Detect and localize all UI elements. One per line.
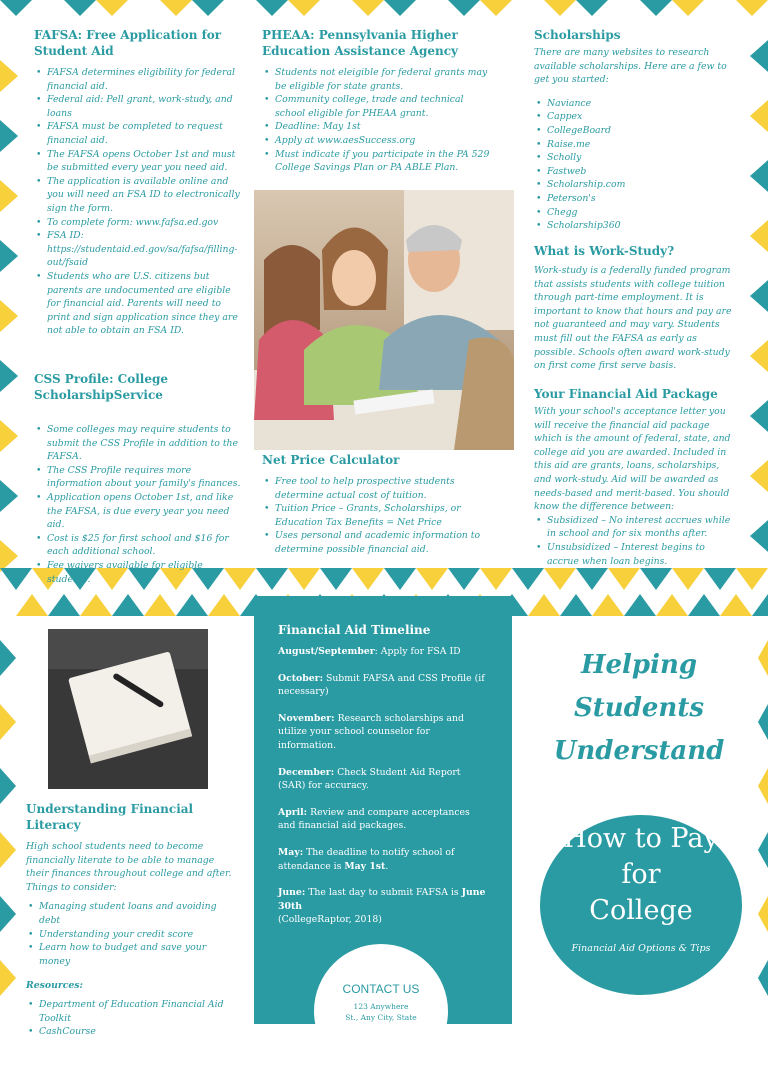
css-profile-item: • The CSS Profile requires more information about your family's finances.: [34, 464, 244, 491]
timeline-panel: [254, 596, 512, 1024]
css-profile-item: • Application opens October 1st, and like the FAFSA, is due every year you need aid.: [34, 491, 244, 532]
resource-item: • CashCourse: [26, 1025, 236, 1039]
scholarship-site-item: • Raise.me: [534, 138, 734, 152]
css-profile-item: • Some colleges may require students to submit the CSS Profile in addition to the FAFSA.: [34, 423, 244, 464]
pheaa-item: • Community college, trade and technical school eligible for PHEAA grant.: [262, 93, 492, 120]
scholarship-site-item: • Peterson's: [534, 192, 734, 206]
scholarships-title: Scholarships: [534, 28, 621, 42]
pattern-triangle: [320, 568, 352, 590]
family-photo: [254, 190, 514, 450]
timeline-title: Financial Aid Timeline: [278, 623, 431, 637]
literacy-item: • Understanding your credit score: [26, 928, 236, 942]
literacy-item: • Managing student loans and avoiding debt: [26, 900, 236, 927]
css-profile-section: [34, 371, 244, 586]
fafsa-title: FAFSA: Free Application for Student Aid: [34, 28, 222, 58]
pattern-triangle: [80, 594, 112, 616]
pattern-triangle: [758, 704, 768, 740]
fafsa-item: • FAFSA determines eligibility for federal financial aid.: [34, 66, 242, 93]
pattern-triangle: [0, 120, 18, 152]
literacy-title: Understanding Financial Literacy: [26, 802, 194, 832]
timeline-aug: August/September: Apply for FSA ID: [278, 646, 461, 657]
pattern-triangle: [0, 896, 16, 932]
pattern-triangle: [0, 180, 18, 212]
cover-subtitle: Financial Aid Options & Tips: [571, 943, 711, 954]
aid-type-item: • Unsubsidized – Interest begins to accrue when loan begins.: [534, 541, 734, 568]
pattern-triangle: [160, 0, 192, 16]
fafsa-item: • FAFSA must be completed to request financial aid.: [34, 120, 242, 147]
contact-address-2: St., Any City, State: [345, 1013, 417, 1022]
pattern-triangle: [720, 594, 752, 616]
cover-title-1: How to Pay: [563, 823, 719, 854]
cover-line-1: Helping: [580, 650, 698, 680]
pattern-triangle: [64, 0, 96, 16]
literacy-list: [26, 900, 236, 968]
work-study-text: Work-study is a federally funded program that assists students with college tuition through part-time employment. It is important to know that hours and pay are not guaranteed and may vary. Students must fill out the FAFSA as early as possible. Schools often award work-study on first come first serve basis.: [534, 265, 732, 372]
pattern-triangle: [758, 832, 768, 868]
pattern-triangle: [750, 460, 768, 492]
pattern-triangle: [736, 0, 768, 16]
pattern-triangle: [480, 0, 512, 16]
pattern-triangle: [480, 568, 512, 590]
pattern-triangle: [758, 896, 768, 932]
scholarship-site-item: • Scholarship360: [534, 219, 734, 233]
pattern-triangle: [544, 0, 576, 16]
pattern-triangle: [624, 594, 656, 616]
fafsa-item: • To complete form: www.fafsa.ed.gov: [34, 216, 242, 230]
pattern-triangle: [576, 568, 608, 590]
pattern-triangle: [0, 640, 16, 676]
scholarships-list: [534, 97, 734, 233]
net-price-list: [262, 475, 492, 557]
pheaa-item: • Must indicate if you participate in the PA 529 College Savings Plan or PA ABLE Plan.: [262, 148, 492, 175]
pattern-triangle: [560, 594, 592, 616]
pattern-triangle: [48, 594, 80, 616]
pattern-triangle: [16, 594, 48, 616]
pattern-triangle: [0, 60, 18, 92]
css-profile-item: • Cost is $25 for first school and $16 for each additional school.: [34, 532, 244, 559]
scholarship-site-item: • Fastweb: [534, 165, 734, 179]
net-price-item: • Uses personal and academic information to determine possible financial aid.: [262, 529, 492, 556]
pattern-triangle: [96, 0, 128, 16]
net-price-title: Net Price Calculator: [262, 453, 400, 467]
cover-title-2: for: [621, 859, 661, 890]
pattern-triangle: [750, 400, 768, 432]
contact-circle: [314, 944, 448, 1078]
aid-package-section: [534, 386, 734, 568]
fafsa-item: • The FAFSA opens October 1st and must be submitted every year you need aid.: [34, 148, 242, 175]
pattern-triangle: [112, 594, 144, 616]
contact-address-1: 123 Anywhere: [353, 1002, 409, 1011]
timeline-content: [278, 622, 488, 927]
pattern-triangle: [750, 160, 768, 192]
cover-title-3: College: [589, 895, 693, 926]
timeline-apr: April: Review and compare acceptances and financial aid packages.: [278, 806, 470, 832]
pheaa-section: [262, 27, 492, 175]
pattern-triangle: [544, 568, 576, 590]
scholarships-section: [534, 27, 734, 233]
literacy-item: • Learn how to budget and save your money: [26, 941, 236, 968]
pattern-triangle: [352, 568, 384, 590]
timeline-dec: December: Check Student Aid Report (SAR) for accuracy.: [278, 766, 461, 792]
net-price-section: [262, 452, 492, 557]
css-profile-item: • Fee waivers available for eligible students.: [34, 559, 244, 586]
pattern-triangle: [656, 594, 688, 616]
pattern-triangle: [144, 594, 176, 616]
pattern-triangle: [288, 568, 320, 590]
pattern-triangle: [0, 568, 32, 590]
work-study-title: What is Work-Study?: [534, 244, 675, 258]
fafsa-item: • Federal aid: Pell grant, work-study, and loans: [34, 93, 242, 120]
pattern-triangle: [208, 594, 240, 616]
pattern-triangle: [0, 420, 18, 452]
resources-label: Resources:: [26, 980, 83, 992]
scholarships-intro: There are many websites to research available scholarships. Here are a few to get you started:: [534, 47, 727, 86]
scholarship-site-item: • Scholarship.com: [534, 178, 734, 192]
pattern-triangle: [288, 0, 320, 16]
pattern-triangle: [592, 594, 624, 616]
pheaa-item: • Deadline: May 1st: [262, 120, 492, 134]
pattern-triangle: [672, 568, 704, 590]
timeline-may: May: The deadline to notify school of attendance is May 1st.: [278, 846, 455, 872]
resource-item: • Department of Education Financial Aid Toolkit: [26, 998, 236, 1025]
pheaa-item: • Students not eleigible for federal grants may be eligible for state grants.: [262, 66, 492, 93]
timeline-nov: November: Research scholarships and utilize your school counselor for information.: [278, 712, 464, 751]
resources-list: [26, 998, 236, 1039]
pattern-triangle: [640, 0, 672, 16]
pheaa-item: • Apply at www.aesSuccess.org: [262, 134, 492, 148]
pattern-triangle: [176, 594, 208, 616]
cover-heading: [528, 644, 750, 773]
pattern-triangle: [192, 0, 224, 16]
pattern-triangle: [750, 100, 768, 132]
aid-package-list: [534, 514, 734, 568]
css-profile-title: CSS Profile: College ScholarshipService: [34, 372, 169, 402]
scholarship-site-item: • Naviance: [534, 97, 734, 111]
literacy-text: High school students need to become financially literate to be able to manage their finances throughout college and after. Things to consider:: [26, 841, 232, 893]
fafsa-item: • Students who are U.S. citizens but parents are undocumented are eligible for financial aid. Parents will need to print and sign application since they are not able to obtain an FSA ID.: [34, 270, 242, 338]
net-price-item: • Tuition Price – Grants, Scholarships, or Education Tax Benefits = Net Price: [262, 502, 492, 529]
pattern-triangle: [758, 768, 768, 804]
pattern-triangle: [758, 960, 768, 996]
pattern-triangle: [750, 280, 768, 312]
pattern-triangle: [0, 0, 32, 16]
pattern-triangle: [0, 300, 18, 332]
pattern-triangle: [512, 568, 544, 590]
pattern-triangle: [688, 594, 720, 616]
scholarship-site-item: • Chegg: [534, 206, 734, 220]
pattern-triangle: [448, 0, 480, 16]
pattern-triangle: [384, 568, 416, 590]
pattern-triangle: [640, 568, 672, 590]
scholarship-site-item: • Scholly: [534, 151, 734, 165]
pattern-triangle: [0, 360, 18, 392]
pattern-triangle: [758, 640, 768, 676]
pattern-triangle: [750, 40, 768, 72]
fafsa-item: • FSA ID: https://studentaid.ed.gov/sa/fafsa/filling-out/fsaid: [34, 229, 242, 270]
scholarship-site-item: • Cappex: [534, 110, 734, 124]
contact-title: CONTACT US: [342, 982, 420, 996]
css-profile-list: [34, 423, 244, 586]
pattern-triangle: [528, 594, 560, 616]
net-price-item: • Free tool to help prospective students determine actual cost of tuition.: [262, 475, 492, 502]
pattern-triangle: [384, 0, 416, 16]
scholarship-site-item: • CollegeBoard: [534, 124, 734, 138]
aid-package-title: Your Financial Aid Package: [534, 387, 718, 401]
timeline-source: (CollegeRaptor, 2018): [278, 914, 382, 926]
pattern-triangle: [750, 220, 768, 252]
pattern-triangle: [0, 832, 16, 868]
pattern-triangle: [0, 540, 18, 572]
pattern-triangle: [256, 0, 288, 16]
cover-line-2: Students: [574, 693, 704, 723]
pattern-triangle: [352, 0, 384, 16]
pattern-triangle: [750, 340, 768, 372]
pattern-triangle: [752, 594, 768, 616]
pheaa-title: PHEAA: Pennsylvania Higher Education Assistance Agency: [262, 28, 458, 58]
aid-type-item: • Subsidized – No interest accrues while in school and for six months after.: [534, 514, 734, 541]
cover-line-3: Understand: [553, 736, 725, 766]
pattern-triangle: [448, 568, 480, 590]
pattern-triangle: [0, 960, 16, 996]
pattern-triangle: [0, 704, 16, 740]
fafsa-item: • The application is available online and you will need an FSA ID to electronically sign the form.: [34, 175, 242, 216]
work-study-section: [534, 243, 734, 373]
pattern-triangle: [416, 568, 448, 590]
aid-package-text: With your school's acceptance letter you will receive the financial aid package which is the amount of federal, state, and college aid you are awarded. Included in this aid are grants, loans, scholarships, and work-study. Aid will be awarded as needs-based and merit-based. You should know the difference between:: [534, 406, 731, 513]
pattern-triangle: [0, 768, 16, 804]
fafsa-list: [34, 66, 242, 338]
pattern-triangle: [576, 0, 608, 16]
cover-circle: [540, 815, 742, 995]
fafsa-section: [34, 27, 242, 338]
pattern-triangle: [608, 568, 640, 590]
pattern-triangle: [672, 0, 704, 16]
pattern-triangle: [704, 568, 736, 590]
timeline-jun: June: The last day to submit FAFSA is June 30th: [278, 887, 486, 912]
pattern-triangle: [0, 480, 18, 512]
pattern-triangle: [256, 568, 288, 590]
literacy-section: [26, 801, 236, 1039]
timeline-oct: October: Submit FAFSA and CSS Profile (if necessary): [278, 672, 485, 698]
pattern-triangle: [0, 240, 18, 272]
pheaa-list: [262, 66, 492, 175]
notebook-photo: [48, 629, 208, 789]
pattern-triangle: [750, 520, 768, 552]
pattern-triangle: [736, 568, 768, 590]
